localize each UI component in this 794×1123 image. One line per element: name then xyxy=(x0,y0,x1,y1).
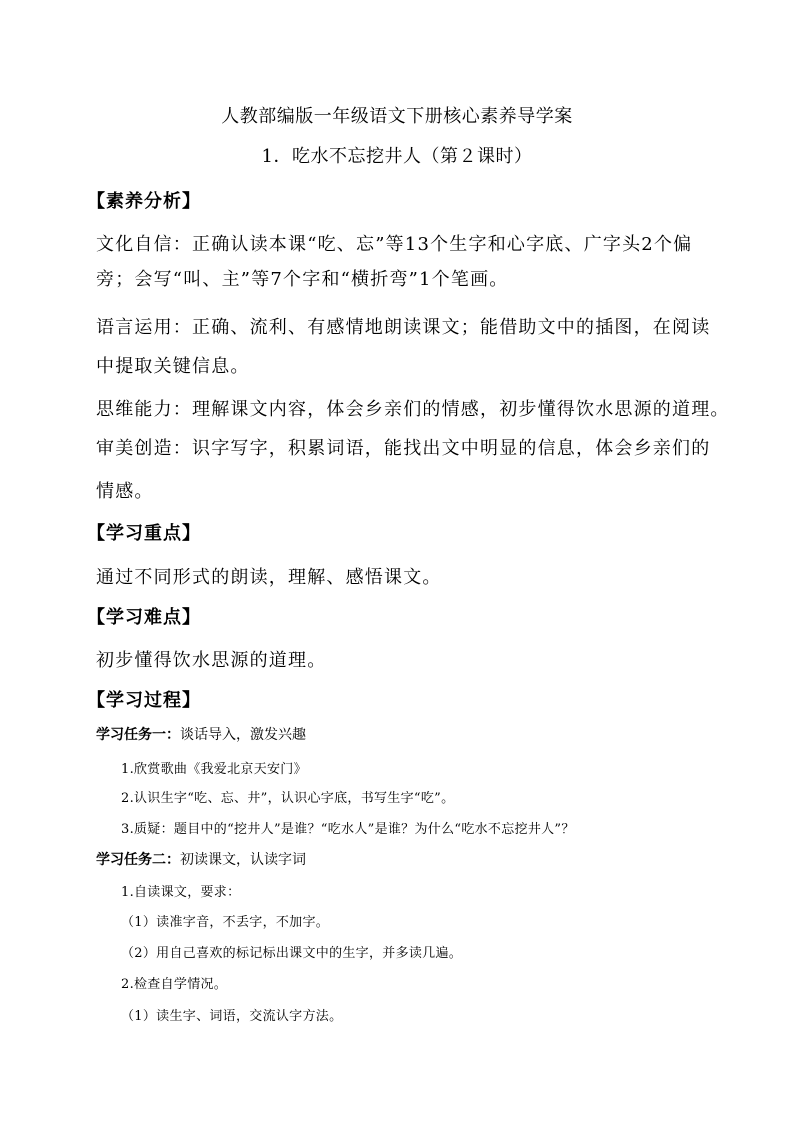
analysis-line-7: 情感。 xyxy=(96,481,154,502)
task-two-item-2: （1）读准字音，不丢字，不加字。 xyxy=(121,915,330,930)
section-heading-difficulty: 【学习难点】 xyxy=(87,607,201,628)
analysis-line-5: 思维能力：理解课文内容，体会乡亲们的情感，初步懂得饮水思源的道理。 xyxy=(96,399,730,420)
document-title: 人教部编版一年级语文下册核心素养导学案 xyxy=(221,106,573,127)
section-heading-analysis: 【素养分析】 xyxy=(87,191,201,212)
task-two-item-5: （1）读生字、词语，交流认字方法。 xyxy=(121,1009,343,1024)
analysis-line-2: 旁；会写“叫、主”等7个字和“横折弯”1个笔画。 xyxy=(96,269,509,290)
task-one-label: 学习任务一： xyxy=(96,727,180,743)
task-two-item-1: 1.自读课文，要求： xyxy=(121,885,241,900)
analysis-line-1: 文化自信：正确认读本课“吃、忘”等13个生字和心字底、广字头2个偏 xyxy=(96,234,693,255)
task-two xyxy=(96,850,306,870)
focus-text: 通过不同形式的朗读，理解、感悟课文。 xyxy=(96,567,442,588)
difficulty-text: 初步懂得饮水思源的道理。 xyxy=(96,650,327,671)
task-one-item-1: 1.欣赏歌曲《我爱北京天安门》 xyxy=(121,762,307,777)
task-two-label: 学习任务二： xyxy=(96,852,180,868)
analysis-line-3: 语言运用：正确、流利、有感情地朗读课文；能借助文中的插图，在阅读 xyxy=(96,317,711,338)
analysis-line-6: 审美创造：识字写字，积累词语，能找出文中明显的信息，体会乡亲们的 xyxy=(96,438,711,459)
task-two-item-3: （2）用自己喜欢的标记标出课文中的生字，并多读几遍。 xyxy=(121,946,463,961)
task-one-text: 谈话导入，激发兴趣 xyxy=(180,727,306,743)
analysis-line-4: 中提取关键信息。 xyxy=(96,356,250,377)
task-one-item-3: 3.质疑：题目中的“挖井人”是谁？“吃水人”是谁？为什么“吃水不忘挖井人”？ xyxy=(121,822,575,837)
task-one xyxy=(96,725,306,745)
lesson-subtitle: 1．吃水不忘挖井人（第２课时） xyxy=(261,146,533,167)
section-heading-process: 【学习过程】 xyxy=(87,690,201,711)
task-one-item-2: 2.认识生字“吃、忘、井”，认识心字底，书写生字“吃”。 xyxy=(121,791,455,806)
task-two-text: 初读课文，认读字词 xyxy=(180,852,306,868)
task-two-item-4: 2.检查自学情况。 xyxy=(121,977,228,992)
section-heading-focus: 【学习重点】 xyxy=(87,523,201,544)
